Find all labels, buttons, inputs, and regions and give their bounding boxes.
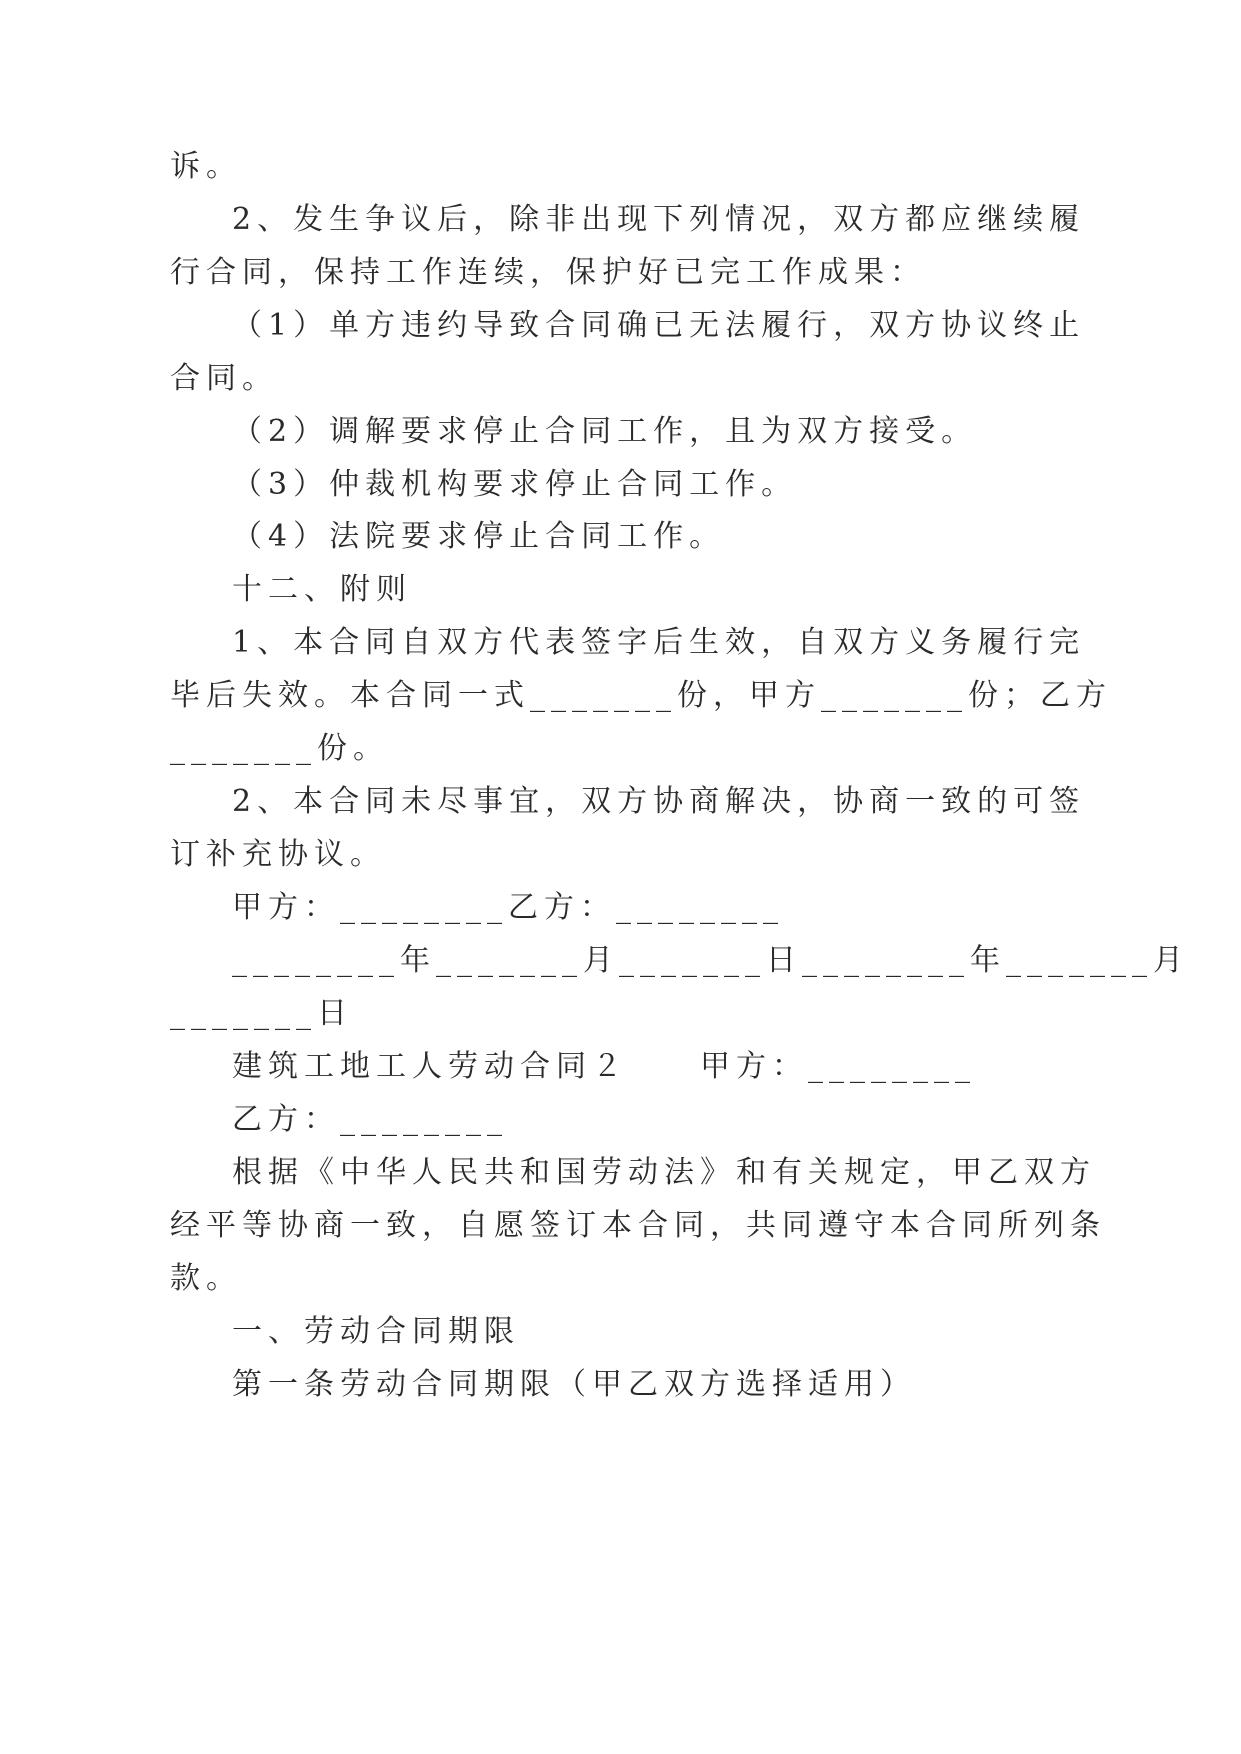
text-line: （4）法院要求停止合同工作。 <box>232 519 726 554</box>
text-line: （1）单方违约导致合同确已无法履行，双方协议终止 <box>232 308 1086 343</box>
text-line: 款。 <box>170 1261 242 1296</box>
signature-line: 甲方：________乙方：________ <box>232 890 784 925</box>
text-line: 第一条劳动合同期限（甲乙双方选择适用） <box>232 1367 916 1402</box>
text-line: 2、本合同未尽事宜，双方协商解决，协商一致的可签 <box>232 784 1086 819</box>
text-line: 行合同，保持工作连续，保护好已完工作成果： <box>170 255 926 290</box>
text-line: 订补充协议。 <box>170 837 386 872</box>
contract-title-line: 建筑工地工人劳动合同２ 甲方：________ <box>232 1049 976 1084</box>
text-line: 合同。 <box>170 361 278 396</box>
text-line: _______份。 <box>170 731 389 766</box>
text-line: 根据《中华人民共和国劳动法》和有关规定，甲乙双方 <box>232 1155 1096 1190</box>
text-line: 诉。 <box>170 149 242 184</box>
date-line: ________年_______月_______日________年_______月 <box>232 943 1189 978</box>
text-line: 毕后失效。本合同一式_______份，甲方_______份；乙方 <box>170 678 1112 713</box>
section-heading: 一、劳动合同期限 <box>232 1314 520 1349</box>
text-line: 1、本合同自双方代表签字后生效，自双方义务履行完 <box>232 625 1086 660</box>
section-heading: 十二、附则 <box>232 572 412 607</box>
text-line: （2）调解要求停止合同工作，且为双方接受。 <box>232 414 978 449</box>
signature-line: 乙方：________ <box>232 1102 508 1137</box>
text-line: （3）仲裁机构要求停止合同工作。 <box>232 467 798 502</box>
text-line: 经平等协商一致，自愿签订本合同，共同遵守本合同所列条 <box>170 1208 1106 1243</box>
text-line: 2、发生争议后，除非出现下列情况，双方都应继续履 <box>232 202 1086 237</box>
date-line: _______日 <box>170 996 353 1031</box>
